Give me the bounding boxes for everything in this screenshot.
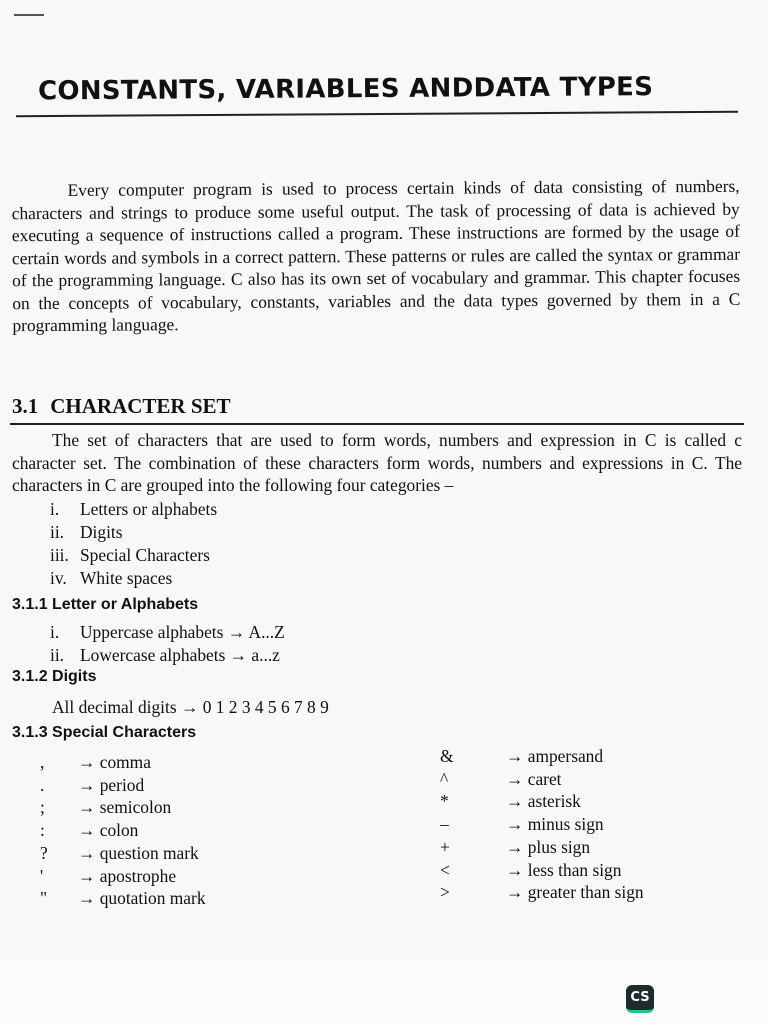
symbol-name: → period [78, 774, 145, 795]
list-marker: iv. [50, 568, 67, 588]
special-character-row [440, 813, 644, 836]
symbol: & [440, 746, 454, 766]
list-marker: ii. [50, 522, 65, 542]
symbol: ^ [440, 768, 449, 789]
symbol-name: → comma [78, 752, 151, 772]
symbol-name: → colon [78, 820, 139, 841]
symbol-name: → quotation mark [78, 888, 206, 909]
symbol: ' [40, 865, 44, 886]
special-character-row [40, 842, 206, 865]
special-character-row [440, 859, 644, 882]
subsection-heading-special: 3.1.3 Special Characters [12, 724, 197, 741]
special-character-row [440, 768, 644, 791]
special-character-row [440, 836, 644, 859]
special-characters-right-column [440, 745, 644, 904]
symbol: < [440, 859, 450, 880]
subsection-heading-letters: 3.1.1 Letter or Alphabets [12, 596, 199, 613]
symbol-name: → caret [506, 768, 562, 789]
intro-paragraph: Every computer program is used to process certain kinds of data consisting of numbers, characters and strings to produce some useful output. The task of processing of data is achieved by executing a sequence of instructions called a program. These instructions are formed by the usage of certain words and symbols in a correct pattern. These patterns or rules are called the syntax or grammar of the programming language. C also has its own set of vocabulary and grammar. This chapter focuses on the concepts of vocabulary, constants, variables and the data types governed by them in a C programming language. [11, 175, 741, 336]
symbol: , [40, 752, 45, 772]
special-character-row [40, 819, 206, 842]
symbol-name: → ampersand [506, 746, 604, 766]
list-marker: ii. [50, 645, 65, 665]
symbol: ; [40, 797, 45, 818]
digits-line: All decimal digits → 0 1 2 3 4 5 6 7 8 9 [52, 697, 329, 717]
list-item-text: Digits [80, 522, 123, 542]
symbol: " [40, 888, 48, 909]
list-item [50, 644, 285, 667]
list-marker: i. [50, 622, 60, 642]
symbol: > [440, 882, 450, 903]
special-character-row [440, 790, 644, 813]
section-title: CHARACTER SET [50, 394, 231, 418]
symbol-name: → asterisk [506, 791, 581, 812]
symbol: : [40, 820, 45, 841]
list-item-text: Uppercase alphabets → A...Z [80, 622, 285, 642]
list-item [50, 521, 217, 544]
special-character-row [440, 745, 644, 768]
list-item [50, 567, 217, 590]
subsection-heading-digits: 3.1.2 Digits [12, 668, 97, 685]
list-marker: i. [50, 499, 60, 519]
symbol: . [40, 774, 45, 795]
list-item [50, 544, 217, 567]
list-item [50, 498, 217, 521]
camscanner-logo: CS [626, 985, 654, 1013]
symbol-name: → minus sign [506, 814, 604, 835]
symbol-name: → greater than sign [506, 882, 644, 903]
special-characters-left-column [40, 751, 206, 910]
special-character-row [440, 881, 644, 904]
list-item [50, 621, 285, 644]
alphabet-list [50, 621, 285, 667]
chapter-title: CONSTANTS, VARIABLES ANDDATA TYPES [37, 72, 654, 107]
list-item-text: White spaces [80, 568, 173, 588]
special-character-row [40, 774, 206, 797]
category-list [50, 498, 217, 590]
list-item-text: Letters or alphabets [80, 499, 218, 519]
list-item-text: Special Characters [80, 545, 210, 565]
section-number: 3.1 [12, 394, 39, 418]
symbol-name: → apostrophe [78, 865, 177, 886]
character-set-paragraph: The set of characters that are used to form words, numbers and expression in C is called c character set. The combination of these characters form words, numbers and expressions in C. The characters in C are grouped into the following four categories – [12, 430, 742, 495]
corner-mark [14, 14, 44, 16]
special-character-row [40, 865, 206, 888]
symbol-name: → question mark [78, 842, 199, 863]
symbol: ? [40, 842, 48, 863]
list-marker: iii. [50, 545, 69, 565]
symbol: – [440, 814, 449, 835]
section-underline [10, 423, 744, 425]
symbol-name: → semicolon [78, 797, 172, 818]
symbol: * [440, 791, 449, 812]
section-heading [12, 394, 231, 419]
symbol-name: → plus sign [506, 836, 591, 857]
symbol: + [440, 836, 450, 857]
list-item-text: Lowercase alphabets → a...z [80, 645, 280, 665]
special-character-row [40, 887, 206, 910]
special-character-row [40, 796, 206, 819]
special-character-row [40, 751, 206, 774]
symbol-name: → less than sign [506, 859, 622, 880]
